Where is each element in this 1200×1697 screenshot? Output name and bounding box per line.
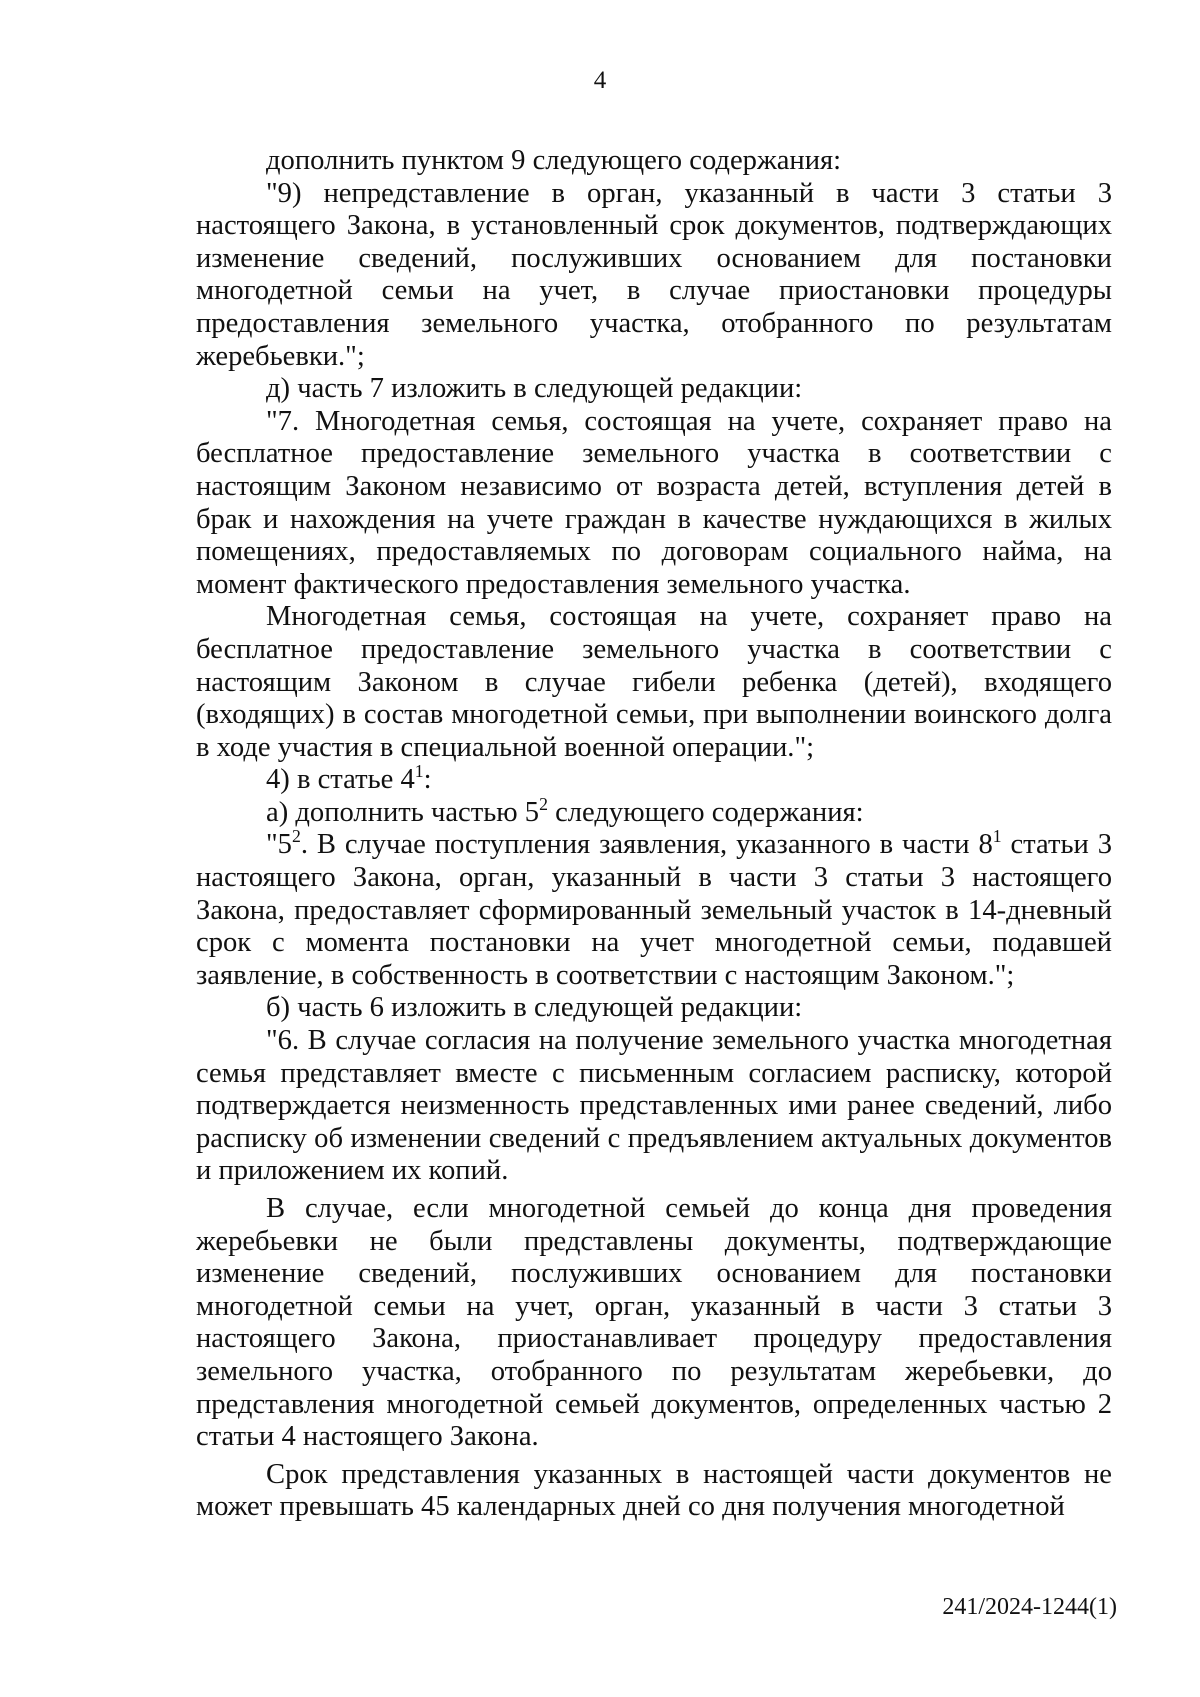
superscript: 2 — [539, 793, 548, 814]
paragraph-text: : — [423, 764, 432, 796]
paragraph-part-7-continued — [196, 601, 1112, 764]
superscript: 1 — [992, 826, 1002, 847]
paragraph-text: "7. Многодетная семья, состоящая на учете, сохраняет право на бесплатное предоставление земельного участка в соответствии с настоящим Законом независимо от возраста детей, вступления детей в брак и нахождения на учете граждан в качестве нуждающихся в жилых помещениях, предоставляемых по договорам социального найма, на момент фактического предоставления земельного участка. — [196, 405, 1112, 600]
paragraph-text: Многодетная семья, состоящая на учете, сохраняет право на бесплатное предоставление земельного участка в соответствии с настоящим Законом в случае гибели ребенка (детей), входящего (входящих) в состав многодетной семьи, при выполнении воинского долга в ходе участия в специальной военной операции."; — [196, 601, 1112, 763]
paragraph-text: следующего содержания: — [547, 796, 864, 828]
paragraph-text: статьи 3 настоящего Закона, орган, указанный в части 3 статьи 3 настоящего Закона, предоставляет сформированный земельный участок в 14-дневный срок с момента постановки на учет многодетной семьи, подавшей заявление, в собственность в соответствии с настоящим Законом."; — [196, 829, 1113, 991]
paragraph-text: 4) в статье 4 — [266, 764, 415, 796]
paragraph-part-6 — [196, 1025, 1112, 1188]
paragraph-item-9 — [196, 178, 1112, 374]
paragraph-part-7 — [196, 406, 1112, 602]
paragraph-text: Срок представления указанных в настоящей части документов не может превышать 45 календарных дней со дня получения многодетной — [196, 1458, 1112, 1523]
paragraph-text: . В случае поступления заявления, указанного в части 8 — [300, 829, 993, 861]
paragraph-subitem-d — [196, 373, 1112, 406]
paragraph-subitem-a — [196, 793, 1112, 830]
paragraph-text: "9) непредставление в орган, указанный в части 3 статьи 3 настоящего Закона, в установленный срок документов, подтверждающих изменение сведений, послуживших основанием для постановки многодетной семьи на учет, в случае приостановки процедуры предоставления земельного участка, отобранного по результатам жеребьевки."; — [196, 177, 1112, 372]
paragraph-part-6-continued — [196, 1193, 1112, 1454]
document-code: 241/2024-1244(1) — [942, 1594, 1117, 1620]
paragraph-text: дополнить пунктом 9 следующего содержания: — [266, 145, 842, 176]
paragraph-text: "6. В случае согласия на получение земельного участка многодетная семья представляет вместе с письменным согласием расписку, которой подтверждается неизменность представленных ими ранее сведений, либо расписку об изменении сведений с предъявлением актуальных документов и приложением их копий. — [196, 1025, 1112, 1187]
paragraph-text: д) часть 7 изложить в следующей редакции: — [266, 373, 803, 405]
paragraph-text: В случае, если многодетной семьей до конца дня проведения жеребьевки не были представлены документы, подтверждающие изменение сведений, послуживших основанием для постановки многодетной семьи на учет, орган, указанный в части 3 статьи 3 настоящего Закона, приостанавливает процедуру предоставления земельного участка, отобранного по результатам жеребьевки, до представления многодетной семьей документов, определенных частью 2 статьи 4 настоящего Закона. — [196, 1193, 1112, 1453]
paragraph-subitem-b — [196, 992, 1112, 1025]
paragraph-intro — [196, 145, 1112, 178]
paragraph-deadline — [196, 1459, 1112, 1524]
page-number: 4 — [593, 67, 607, 94]
paragraph-text: б) часть 6 изложить в следующей редакции: — [266, 992, 803, 1024]
superscript: 2 — [291, 826, 301, 847]
paragraph-article-4-1 — [196, 761, 1112, 797]
superscript: 1 — [414, 761, 424, 782]
paragraph-text: а) дополнить частью 5 — [266, 796, 540, 828]
paragraph-part-5-2 — [196, 826, 1113, 992]
document-body — [196, 145, 1112, 1524]
paragraph-text: "5 — [266, 829, 292, 861]
